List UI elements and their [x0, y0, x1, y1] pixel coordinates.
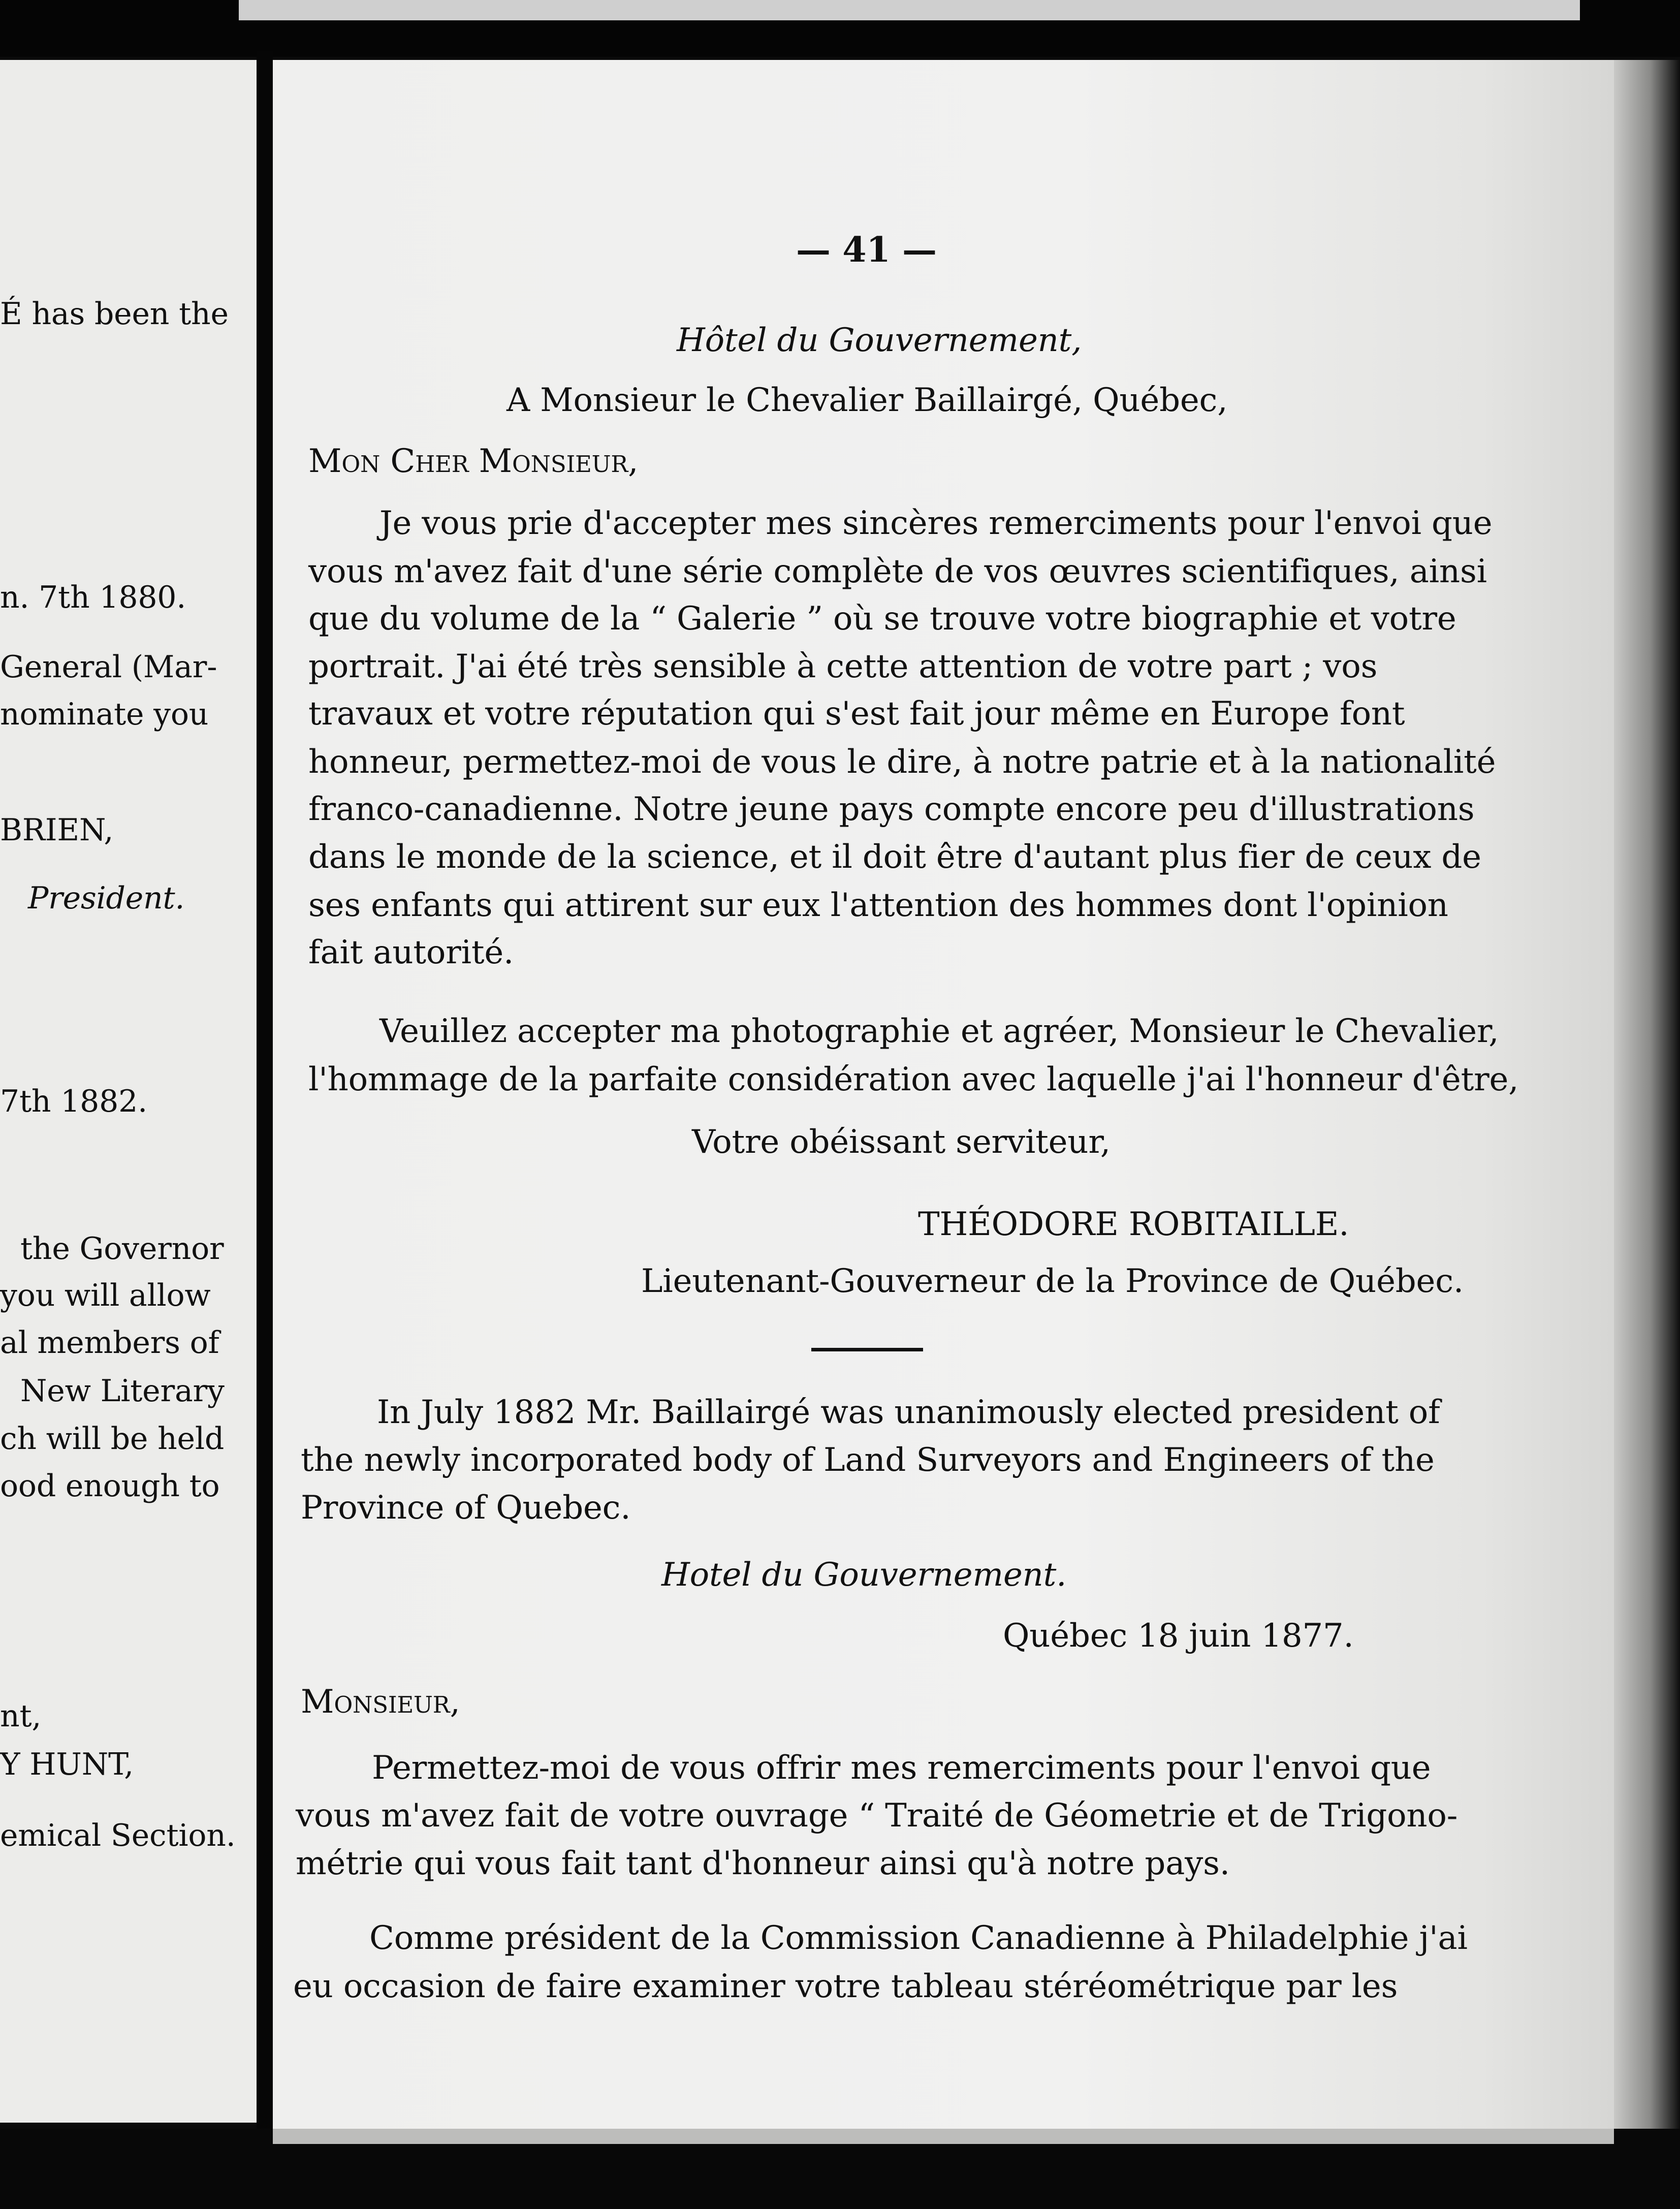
- left-line: nt,: [0, 1698, 42, 1734]
- note-line: Province of Quebec.: [301, 1489, 631, 1527]
- letter1-para1-line: honneur, permettez-moi de vous le dire, à notre patrie et à la nationalité: [308, 743, 1496, 781]
- main-page: [273, 60, 1614, 2129]
- letter1-addressee: A Monsieur le Chevalier Baillairgé, Québec,: [506, 382, 1228, 419]
- letter2-para1-line: Permettez-moi de vous offrir mes remerciments pour l'envoi que: [372, 1749, 1431, 1787]
- scan-bottom-strip: [273, 2129, 1614, 2144]
- letter1-para2-line: Veuillez accepter ma photographie et agréer, Monsieur le Chevalier,: [379, 1013, 1499, 1050]
- left-page-fragment: [0, 60, 257, 2123]
- left-line: ch will be held: [0, 1421, 225, 1457]
- left-line: al members of: [0, 1325, 219, 1361]
- letter1-para1-line: fait autorité.: [308, 934, 514, 971]
- letter2-date: Québec 18 juin 1877.: [1003, 1617, 1354, 1655]
- letter1-place: Hôtel du Gouvernement,: [677, 322, 1082, 359]
- left-line: n. 7th 1880.: [0, 580, 186, 615]
- section-divider: [811, 1348, 923, 1351]
- left-line: the Governor: [20, 1231, 224, 1267]
- page-number: — 41 —: [796, 230, 937, 270]
- left-line: BRIEN,: [0, 812, 114, 848]
- letter2-para2-line: eu occasion de faire examiner votre tableau stéréométrique par les: [293, 1968, 1398, 2005]
- letter1-para1-line: franco-canadienne. Notre jeune pays compte encore peu d'illustrations: [308, 791, 1475, 828]
- left-line: New Literary: [20, 1373, 225, 1409]
- letter2-place: Hotel du Gouvernement.: [661, 1556, 1067, 1594]
- note-line: the newly incorporated body of Land Surveyors and Engineers of the: [301, 1441, 1435, 1479]
- letter1-para2-line: l'hommage de la parfaite considération avec laquelle j'ai l'honneur d'être,: [308, 1061, 1519, 1098]
- left-line: É has been the: [0, 296, 229, 332]
- note-line: In July 1882 Mr. Baillairgé was unanimously elected president of: [377, 1394, 1440, 1431]
- letter1-para1-line: dans le monde de la science, et il doit être d'autant plus fier de ceux de: [308, 838, 1481, 876]
- left-line: ood enough to: [0, 1468, 220, 1504]
- scan-top-border: [0, 0, 1680, 57]
- letter2-para1-line: métrie qui vous fait tant d'honneur ainsi qu'à notre pays.: [296, 1845, 1230, 1882]
- letter1-para1-line: travaux et votre réputation qui s'est fait jour même en Europe font: [308, 695, 1405, 733]
- letter1-signer-title: Lieutenant-Gouverneur de la Province de Québec.: [641, 1263, 1464, 1300]
- letter1-closing: Votre obéissant serviteur,: [692, 1123, 1111, 1161]
- left-line: President.: [28, 880, 185, 916]
- left-line: Y HUNT,: [0, 1747, 134, 1782]
- left-line: General (Mar-: [0, 649, 217, 685]
- scan-top-strip: [239, 0, 1580, 20]
- left-line: nominate you: [0, 697, 209, 732]
- letter1-para1-line: Je vous prie d'accepter mes sincères remerciments pour l'envoi que: [379, 504, 1493, 542]
- left-line: 7th 1882.: [0, 1084, 147, 1119]
- letter1-para1-line: ses enfants qui attirent sur eux l'attention des hommes dont l'opinion: [308, 887, 1448, 924]
- letter2-salutation: Monsieur,: [301, 1683, 460, 1721]
- scan-right-edge: [1614, 60, 1680, 2209]
- left-line: you will allow: [0, 1278, 211, 1313]
- letter1-para1-line: vous m'avez fait d'une série complète de vos œuvres scientifiques, ainsi: [308, 553, 1487, 590]
- letter1-salutation: Mon Cher Monsieur,: [308, 443, 639, 480]
- letter1-signature: THÉODORE ROBITAILLE.: [918, 1206, 1349, 1243]
- letter2-para1-line: vous m'avez fait de votre ouvrage “ Traité de Géometrie et de Trigono-: [296, 1797, 1458, 1835]
- page-gutter: [257, 51, 273, 2144]
- left-line: emical Section.: [0, 1818, 236, 1853]
- letter1-para1-line: que du volume de la “ Galerie ” où se trouve votre biographie et votre: [308, 600, 1456, 638]
- letter2-para2-line: Comme président de la Commission Canadienne à Philadelphie j'ai: [369, 1919, 1468, 1957]
- scan-bottom-border: [0, 2129, 1680, 2209]
- letter1-para1-line: portrait. J'ai été très sensible à cette attention de votre part ; vos: [308, 648, 1378, 685]
